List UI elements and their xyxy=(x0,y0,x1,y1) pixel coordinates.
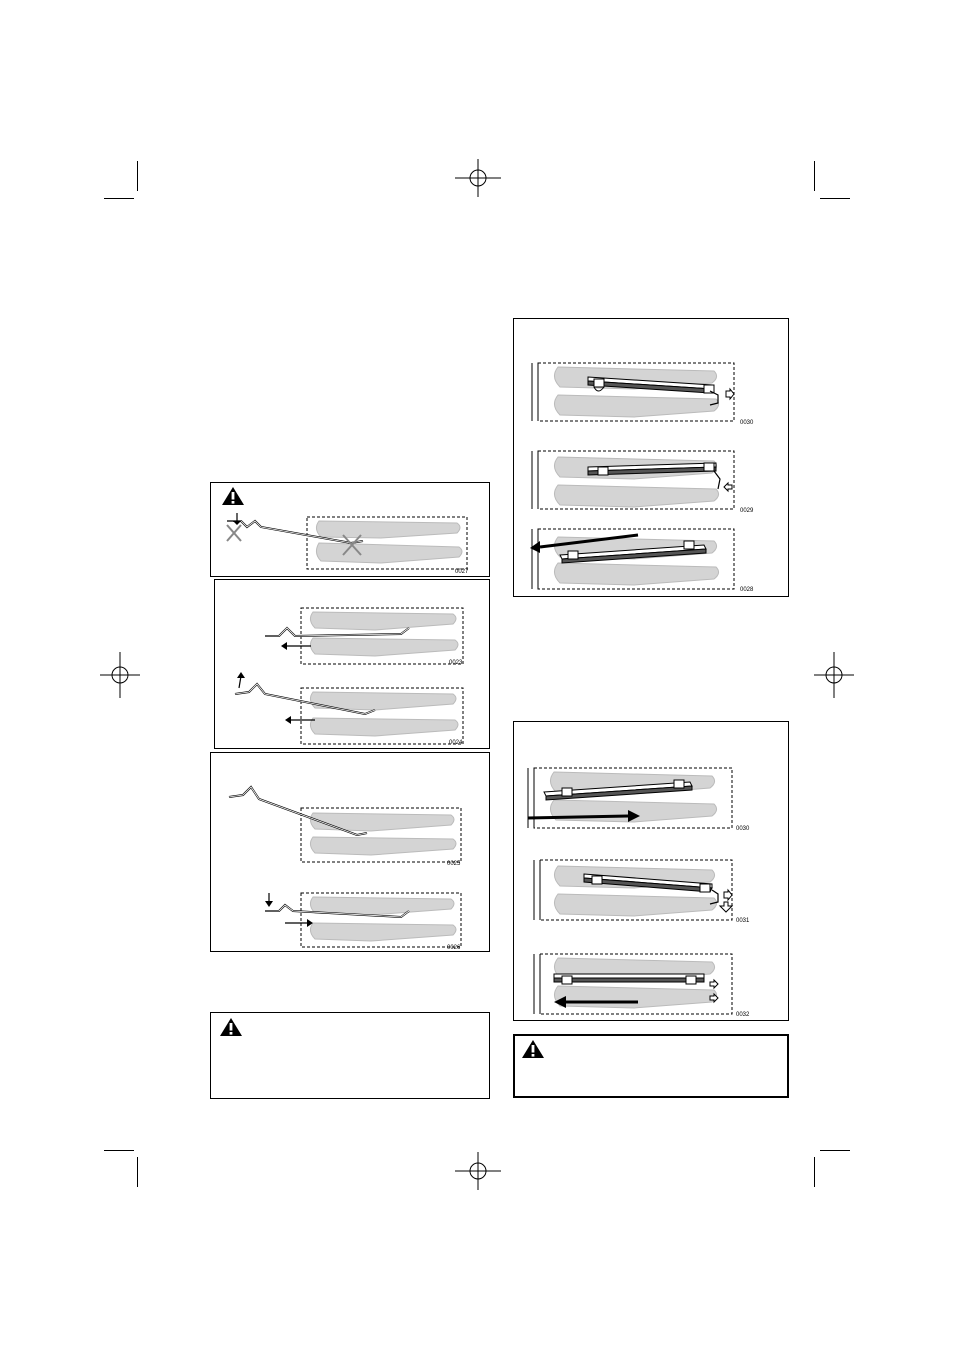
figure-telescopic-remove xyxy=(513,318,789,597)
figure-code: 0030 xyxy=(740,420,754,426)
registration-mark-right-icon xyxy=(814,652,854,698)
figure-code: 0029 xyxy=(740,508,754,514)
figure-wire-shelf-wrong xyxy=(210,482,490,577)
figure-code: 0024 xyxy=(449,740,463,746)
figure-code: 0032 xyxy=(736,1012,750,1018)
telescopic-remove-drawing xyxy=(514,319,790,598)
wire-shelf-drawing xyxy=(211,483,491,578)
registration-mark-bottom-icon xyxy=(455,1152,501,1190)
figure-code: 0028 xyxy=(740,587,754,593)
warning-triangle-icon xyxy=(521,1039,545,1059)
warning-triangle-icon xyxy=(219,1017,243,1037)
figure-wire-shelf-insert xyxy=(210,752,490,952)
figure-code: 0025 xyxy=(447,861,461,867)
figure-wire-shelf-remove xyxy=(214,579,490,749)
warning-box-left xyxy=(210,1012,490,1099)
figure-telescopic-insert xyxy=(513,721,789,1021)
telescopic-insert-drawing xyxy=(514,722,790,1022)
figure-code: 0031 xyxy=(736,918,750,924)
figure-code: 0023 xyxy=(449,660,463,666)
registration-mark-left-icon xyxy=(100,652,140,698)
figure-code: 0030 xyxy=(736,826,750,832)
registration-mark-top-icon xyxy=(455,159,501,197)
figure-code: 0027 xyxy=(455,569,469,575)
figure-code: 0026 xyxy=(447,945,461,951)
warning-box-right xyxy=(513,1034,789,1098)
wire-shelf-insert-drawing xyxy=(211,753,491,953)
